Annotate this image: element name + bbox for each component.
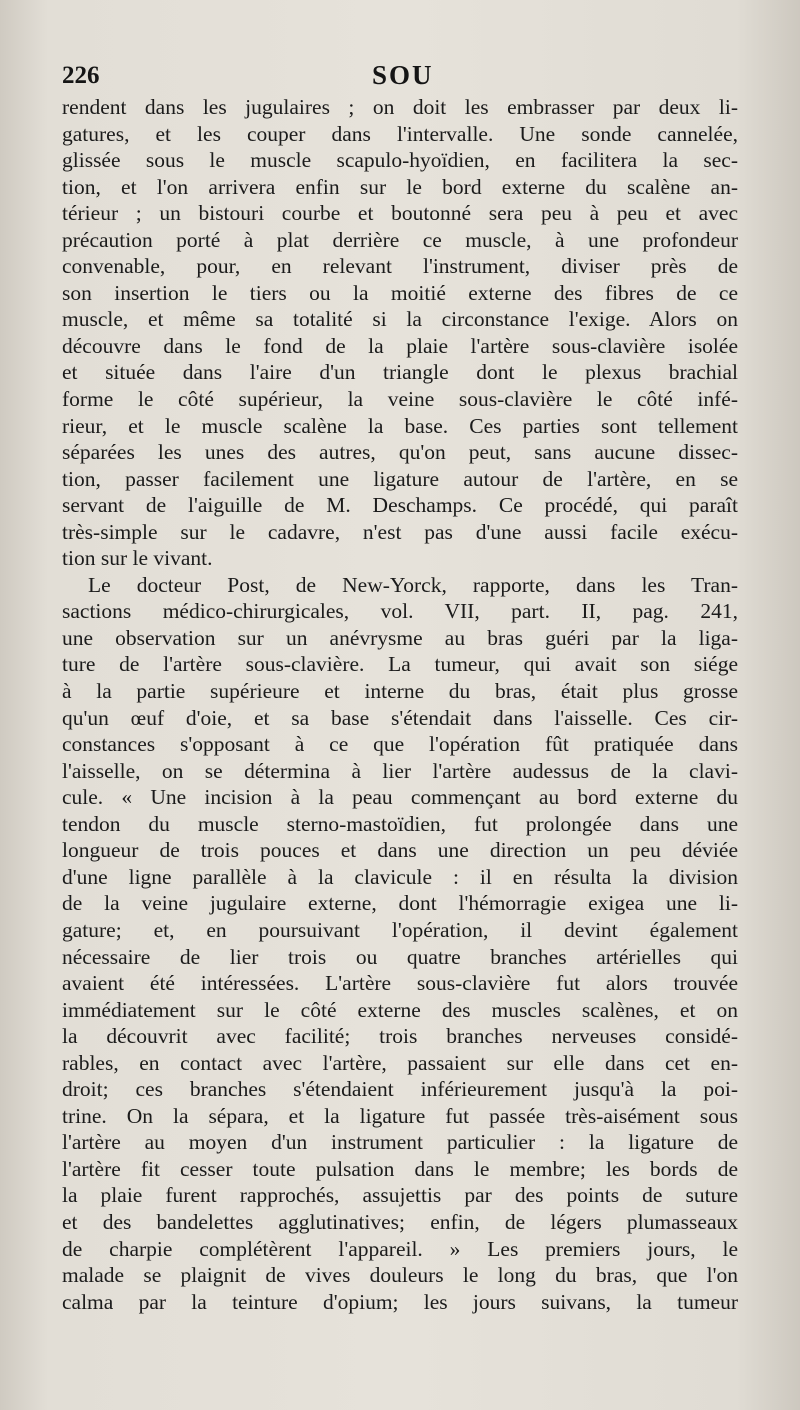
text-line: et des bandelettes agglutinatives; enfin, de légers plumasseaux bbox=[62, 1209, 738, 1234]
text-line: rables, en contact avec l'artère, passaient sur elle dans cet en- bbox=[62, 1050, 738, 1075]
text-line: la découvrit avec facilité; trois branches nerveuses considé- bbox=[62, 1024, 738, 1049]
page-number: 226 bbox=[62, 62, 100, 89]
text-line: tion, passer facilement une ligature autour de l'artère, en se bbox=[62, 466, 738, 491]
text-line: à la partie supérieure et interne du bras, était plus grosse bbox=[62, 679, 738, 704]
paragraph-1 bbox=[62, 94, 738, 572]
text-line: gatures, et les couper dans l'intervalle. Une sonde cannelée, bbox=[62, 121, 738, 146]
text-line: son insertion le tiers ou la moitié externe des fibres de ce bbox=[62, 280, 738, 305]
text-line: une observation sur un anévrysme au bras guéri par la liga- bbox=[62, 625, 738, 650]
text-line: servant de l'aiguille de M. Deschamps. Ce procédé, qui paraît bbox=[62, 493, 738, 518]
text-line: découvre dans le fond de la plaie l'artère sous-clavière isolée bbox=[62, 333, 738, 358]
text-line: ture de l'artère sous-clavière. La tumeur, qui avait son siége bbox=[62, 652, 738, 677]
text-line: malade se plaignit de vives douleurs le long du bras, que l'on bbox=[62, 1263, 738, 1288]
text-line: et située dans l'aire d'un triangle dont le plexus brachial bbox=[62, 360, 738, 385]
text-line: sactions médico-chirurgicales, vol. VII, part. II, pag. 241, bbox=[62, 599, 738, 624]
text-line: trine. On la sépara, et la ligature fut passée très-aisément sous bbox=[62, 1103, 738, 1128]
text-line: convenable, pour, en relevant l'instrument, diviser près de bbox=[62, 254, 738, 279]
text-line: l'artère fit cesser toute pulsation dans le membre; les bords de bbox=[62, 1156, 738, 1181]
text-line: d'une ligne parallèle à la clavicule : il en résulta la division bbox=[62, 864, 738, 889]
text-line: calma par la teinture d'opium; les jours suivans, la tumeur bbox=[62, 1289, 738, 1314]
text-line: constances s'opposant à ce que l'opération fût pratiquée dans bbox=[62, 732, 738, 757]
text-line: de la veine jugulaire externe, dont l'hémorragie exigea une li- bbox=[62, 891, 738, 916]
text-line: Le docteur Post, de New-Yorck, rapporte, dans les Tran- bbox=[88, 572, 738, 597]
text-line: nécessaire de lier trois ou quatre branches artérielles qui bbox=[62, 944, 738, 969]
text-line: gature; et, en poursuivant l'opération, il devint également bbox=[62, 917, 738, 942]
page-header bbox=[62, 58, 742, 94]
text-line: la plaie furent rapprochés, assujettis par des points de suture bbox=[62, 1183, 738, 1208]
text-line: rendent dans les jugulaires ; on doit les embrasser par deux li- bbox=[62, 95, 738, 119]
body-text bbox=[62, 94, 738, 1315]
text-line: rieur, et le muscle scalène la base. Ces parties sont tellement bbox=[62, 413, 738, 438]
text-line: forme le côté supérieur, la veine sous-clavière le côté infé- bbox=[62, 387, 738, 412]
text-line: tion sur le vivant. bbox=[62, 546, 213, 571]
text-line: l'artère au moyen d'un instrument particulier : la ligature de bbox=[62, 1130, 738, 1155]
text-line: l'aisselle, on se détermina à lier l'artère audessus de la clavi- bbox=[62, 758, 738, 783]
text-line: tendon du muscle sterno-mastoïdien, fut prolongée dans une bbox=[62, 811, 738, 836]
text-line: droit; ces branches s'étendaient inférieurement jusqu'à la poi- bbox=[62, 1077, 738, 1102]
text-line: séparées les unes des autres, qu'on peut, sans aucune dissec- bbox=[62, 440, 738, 465]
running-head: SOU bbox=[372, 60, 434, 90]
text-line: très-simple sur le cadavre, n'est pas d'une aussi facile exécu- bbox=[62, 519, 738, 544]
text-line: immédiatement sur le côté externe des muscles scalènes, et on bbox=[62, 997, 738, 1022]
paragraph-2 bbox=[62, 572, 738, 1315]
text-line: muscle, et même sa totalité si la circonstance l'exige. Alors on bbox=[62, 307, 738, 332]
text-line: tion, et l'on arrivera enfin sur le bord externe du scalène an- bbox=[62, 174, 738, 199]
text-line: longueur de trois pouces et dans une direction un peu déviée bbox=[62, 838, 738, 863]
text-line: de charpie complétèrent l'appareil. » Les premiers jours, le bbox=[62, 1236, 738, 1261]
text-line: glissée sous le muscle scapulo-hyoïdien, en facilitera la sec- bbox=[62, 148, 738, 173]
text-line: térieur ; un bistouri courbe et boutonné sera peu à peu et avec bbox=[62, 201, 738, 226]
text-line: qu'un œuf d'oie, et sa base s'étendait dans l'aisselle. Ces cir- bbox=[62, 705, 738, 730]
text-line: cule. « Une incision à la peau commençant au bord externe du bbox=[62, 785, 738, 810]
text-line: avaient été intéressées. L'artère sous-clavière fut alors trouvée bbox=[62, 971, 738, 996]
text-line: précaution porté à plat derrière ce muscle, à une profondeur bbox=[62, 227, 738, 252]
